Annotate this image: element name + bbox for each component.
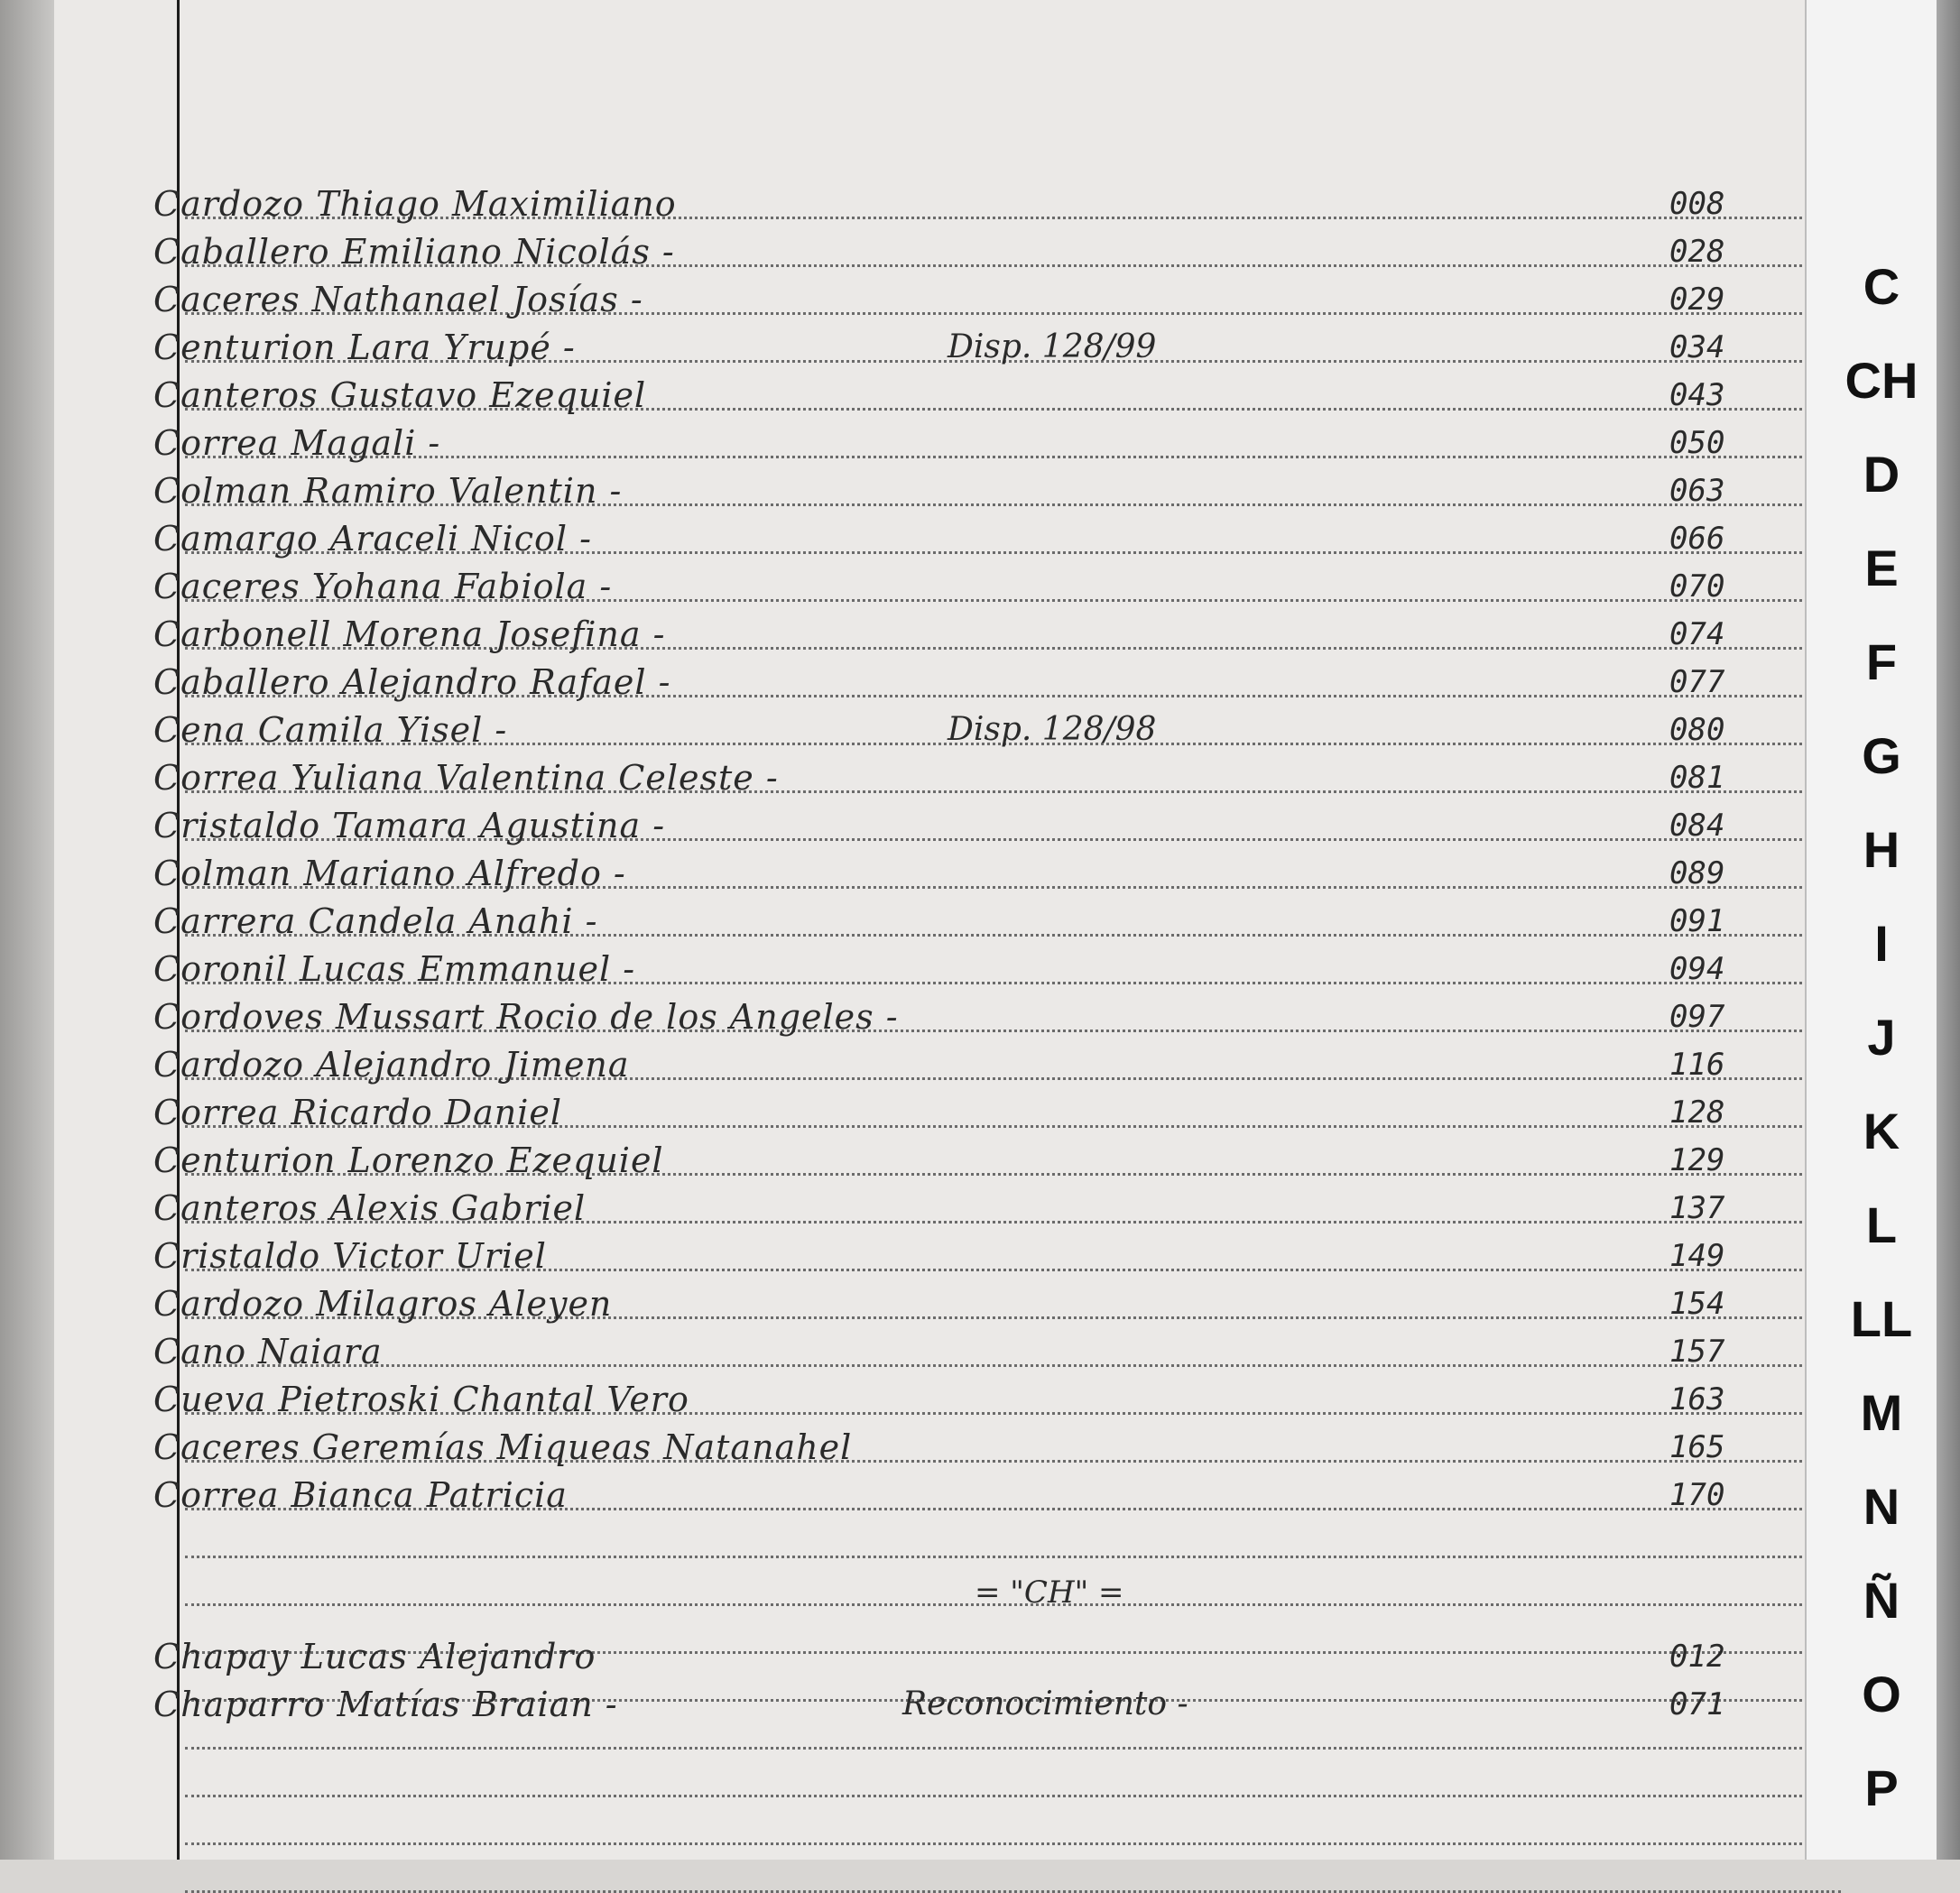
entry-number: 074 [1669,616,1725,652]
student-name: Cardozo Thiago Maximiliano [153,184,677,224]
entry-note: Disp. 128/99 [948,328,1157,365]
entry-number: 137 [1669,1190,1725,1226]
list-item [144,993,1823,1040]
list-item [144,228,1823,275]
list-item [144,1376,1823,1423]
student-name: Correa Bianca Patricia [153,1475,568,1515]
student-name: Caceres Nathanael Josías - [153,280,643,319]
list-item [144,420,1823,466]
entry-number: 157 [1669,1334,1725,1370]
index-tabs [1805,0,1960,1860]
student-name: Colman Ramiro Valentin - [153,471,623,511]
index-tab[interactable]: E [1864,540,1899,596]
entry-number: 034 [1669,329,1725,365]
index-tab[interactable]: Ñ [1863,1572,1900,1629]
index-tab[interactable]: P [1864,1759,1899,1816]
student-name: Cano Naiara [153,1332,383,1371]
student-name: Colman Mariano Alfredo - [153,854,626,893]
list-item [144,850,1823,897]
ruled-line [185,1747,1841,1750]
entry-number: 071 [1669,1686,1725,1722]
entry-number: 128 [1669,1094,1725,1131]
index-tab[interactable]: N [1863,1478,1900,1535]
list-item [144,706,1823,753]
entry-number: 050 [1669,425,1725,461]
list-item [144,1089,1823,1136]
entry-number: 066 [1669,521,1725,557]
index-tab[interactable]: M [1860,1384,1903,1441]
index-tab[interactable]: L [1865,1196,1898,1253]
list-item [144,754,1823,801]
student-name: Cena Camila Yisel - [153,710,508,750]
list-item [144,946,1823,993]
list-item [144,1328,1823,1375]
list-item [144,1424,1823,1471]
list-item [144,1633,1823,1680]
tab-edge [1937,0,1960,1860]
student-name: Chaparro Matías Braian - [153,1685,618,1724]
student-name: Correa Yuliana Valentina Celeste - [153,758,779,798]
index-tab[interactable]: I [1874,915,1889,972]
list-item [144,180,1823,227]
ruled-line [185,1795,1841,1797]
entry-number: 080 [1669,712,1725,748]
entry-number: 043 [1669,377,1725,413]
list-item [144,563,1823,610]
entry-number: 081 [1669,760,1725,796]
list-item [144,467,1823,514]
entry-number: 089 [1669,855,1725,891]
entry-number: 028 [1669,234,1725,270]
list-item [144,611,1823,658]
list-item [144,898,1823,945]
index-tab[interactable]: H [1863,821,1900,878]
student-name: Caceres Geremías Miqueas Natanahel [153,1427,853,1467]
list-item [144,1137,1823,1184]
student-name: Correa Magali - [153,423,441,463]
student-name: Carbonell Morena Josefina - [153,614,666,654]
list-item [144,1185,1823,1232]
index-tab[interactable]: D [1863,446,1900,503]
student-name: Caballero Alejandro Rafael - [153,662,671,702]
list-item [144,324,1823,371]
list-item [144,276,1823,323]
list-item [144,802,1823,849]
entry-number: 097 [1669,999,1725,1035]
entry-number: 154 [1669,1286,1725,1322]
list-item [144,659,1823,706]
list-item [144,1681,1823,1728]
student-name: Centurion Lara Yrupé - [153,328,576,367]
student-name: Coronil Lucas Emmanuel - [153,949,636,989]
entry-number: 091 [1669,903,1725,939]
entry-number: 063 [1669,473,1725,509]
entry-number: 149 [1669,1238,1725,1274]
entry-number: 163 [1669,1381,1725,1417]
student-name: Canteros Alexis Gabriel [153,1188,587,1228]
list-item [144,1280,1823,1327]
entry-number: 170 [1669,1477,1725,1513]
index-tab[interactable]: CH [1844,352,1918,409]
list-item [144,372,1823,419]
student-name: Caceres Yohana Fabiola - [153,567,613,606]
student-name: Canteros Gustavo Ezequiel [153,375,647,415]
index-tab[interactable]: C [1863,258,1900,315]
student-name: Chapay Lucas Alejandro [153,1637,596,1676]
index-tab[interactable]: J [1867,1009,1896,1066]
list-item [144,1472,1823,1519]
entry-number: 077 [1669,664,1725,700]
student-name: Centurion Lorenzo Ezequiel [153,1140,664,1180]
entry-note: Disp. 128/98 [948,711,1157,748]
entry-number: 070 [1669,568,1725,605]
student-name: Camargo Araceli Nicol - [153,519,592,559]
entry-number: 094 [1669,951,1725,987]
ruled-line [185,1556,1841,1558]
student-name: Cristaldo Tamara Agustina - [153,806,666,845]
index-tab[interactable]: G [1862,727,1901,784]
student-name: Cordoves Mussart Rocio de los Angeles - [153,997,899,1037]
entry-number: 008 [1669,186,1725,222]
entry-note: Reconocimiento - [902,1685,1188,1722]
list-item [144,1233,1823,1279]
student-name: Cardozo Milagros Aleyen [153,1284,613,1324]
entry-number: 116 [1669,1047,1725,1083]
student-name: Cardozo Alejandro Jimena [153,1045,630,1085]
student-name: Carrera Candela Anahi - [153,901,598,941]
index-tab[interactable]: K [1863,1103,1900,1159]
student-name: Caballero Emiliano Nicolás - [153,232,675,272]
binder-edge [0,0,54,1860]
entry-number: 029 [1669,282,1725,318]
student-name: Correa Ricardo Daniel [153,1093,563,1132]
list-item [144,515,1823,562]
ruled-line [185,1842,1841,1845]
entry-number: 165 [1669,1429,1725,1465]
list-item [144,1041,1823,1088]
student-name: Cueva Pietroski Chantal Vero [153,1380,689,1419]
index-tab[interactable]: LL [1850,1290,1913,1347]
section-heading-ch: = "CH" = [975,1574,1124,1611]
entry-number: 129 [1669,1142,1725,1178]
index-tab[interactable]: O [1862,1666,1901,1722]
index-tab[interactable]: F [1865,633,1898,690]
student-name: Cristaldo Victor Uriel [153,1236,547,1276]
entry-number: 084 [1669,808,1725,844]
entry-number: 012 [1669,1639,1725,1675]
